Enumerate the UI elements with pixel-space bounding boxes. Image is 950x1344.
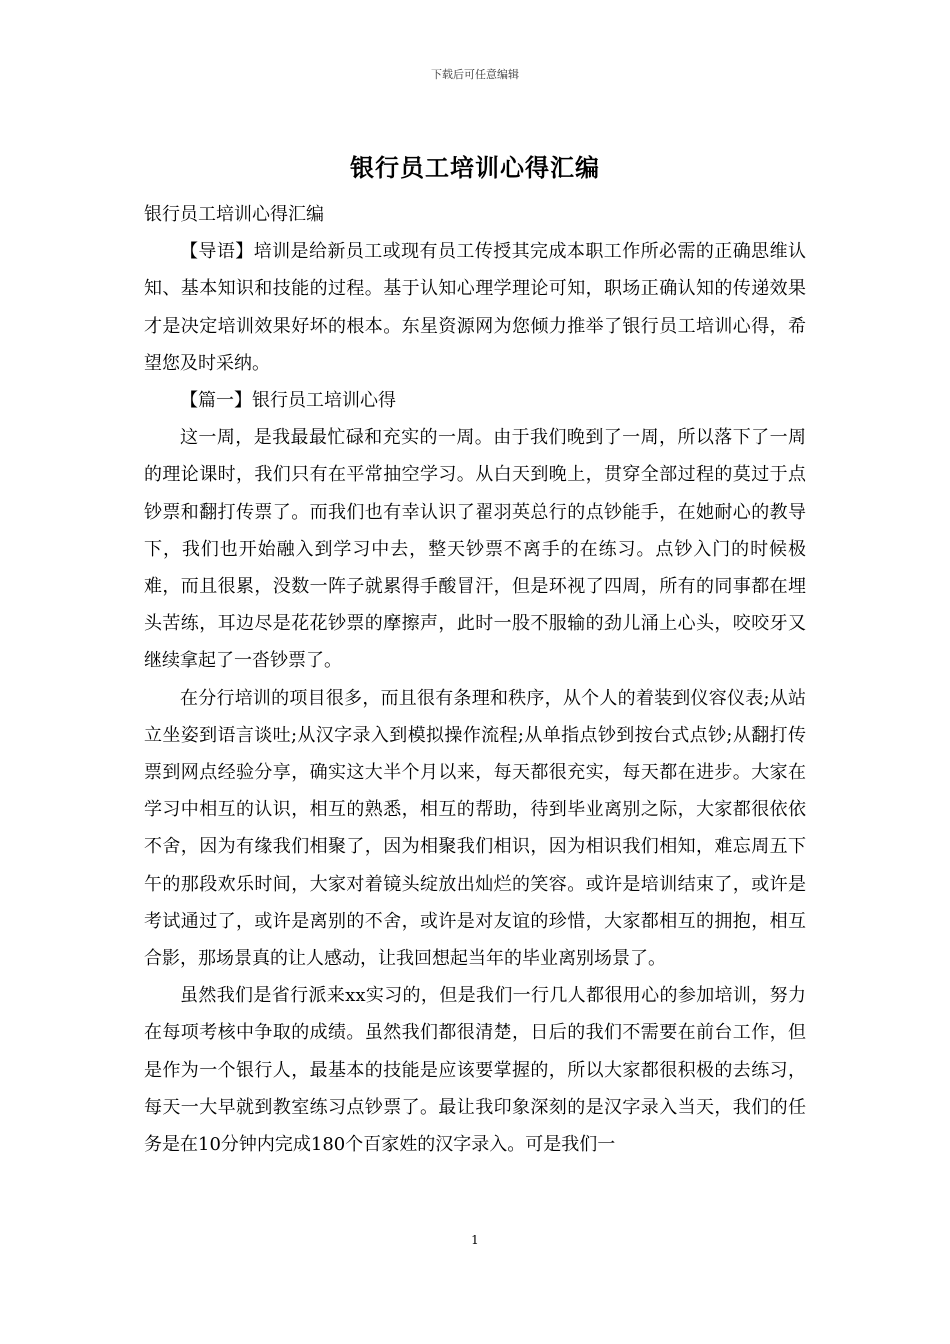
header-note: 下载后可任意编辑 bbox=[431, 68, 519, 81]
paragraph: 虽然我们是省行派来xx实习的，但是我们一行几人都很用心的参加培训，努力在每项考核中争取的成绩。虽然我们都很清楚，日后的我们不需要在前台工作，但是作为一个银行人，最基本的技能是应该要掌握的，所以大家都很积极的去练习，每天一大早就到教室练习点钞票了。最让我印象深刻的是汉字录入当天，我们的任务是在10分钟内完成180个百家姓的汉字录入。可是我们一 bbox=[144, 985, 806, 1156]
paragraph-intro: 【导语】培训是给新员工或现有员工传授其完成本职工作所必需的正确思维认知、基本知识和技能的过程。基于认知心理学理论可知，职场正确认知的传递效果才是决定培训效果好坏的根本。东星资源网为您倾力推举了银行员工培训心得，希望您及时采纳。 bbox=[144, 241, 806, 374]
document-title: 银行员工培训心得汇编 bbox=[350, 153, 600, 182]
paragraph: 在分行培训的项目很多，而且很有条理和秩序，从个人的着装到仪容仪表;从站立坐姿到语言谈吐;从汉字录入到模拟操作流程;从单指点钞到按台式点钞;从翻打传票到网点经验分享，确实这大半个月以来，每天都很充实，每天都在进步。大家在学习中相互的认识，相互的熟悉，相互的帮助，待到毕业离别之际，大家都很依依不舍，因为有缘我们相聚了，因为相聚我们相识，因为相识我们相知，难忘周五下午的那段欢乐时间，大家对着镜头绽放出灿烂的笑容。或许是培训结束了，或许是考试通过了，或许是离别的不舍，或许是对友谊的珍惜，大家都相互的拥抱，相互合影，那场景真的让人感动，让我回想起当年的毕业离别场景了。 bbox=[144, 687, 806, 970]
section-heading: 【篇一】银行员工培训心得 bbox=[180, 390, 396, 412]
page-number: 1 bbox=[471, 1233, 479, 1247]
document-body bbox=[144, 196, 806, 1163]
document-subtitle: 银行员工培训心得汇编 bbox=[144, 204, 324, 225]
paragraph: 这一周，是我最最忙碌和充实的一周。由于我们晚到了一周，所以落下了一周的理论课时，我们只有在平常抽空学习。从白天到晚上，贯穿全部过程的莫过于点钞票和翻打传票了。而我们也有幸认识了翟羽英总行的点钞能手，在她耐心的教导下，我们也开始融入到学习中去，整天钞票不离手的在练习。点钞入门的时候极难，而且很累，没数一阵子就累得手酸冒汗，但是环视了四周，所有的同事都在埋头苦练，耳边尽是花花钞票的摩擦声，此时一股不服输的劲儿涌上心头，咬咬牙又继续拿起了一沓钞票了。 bbox=[144, 427, 806, 672]
